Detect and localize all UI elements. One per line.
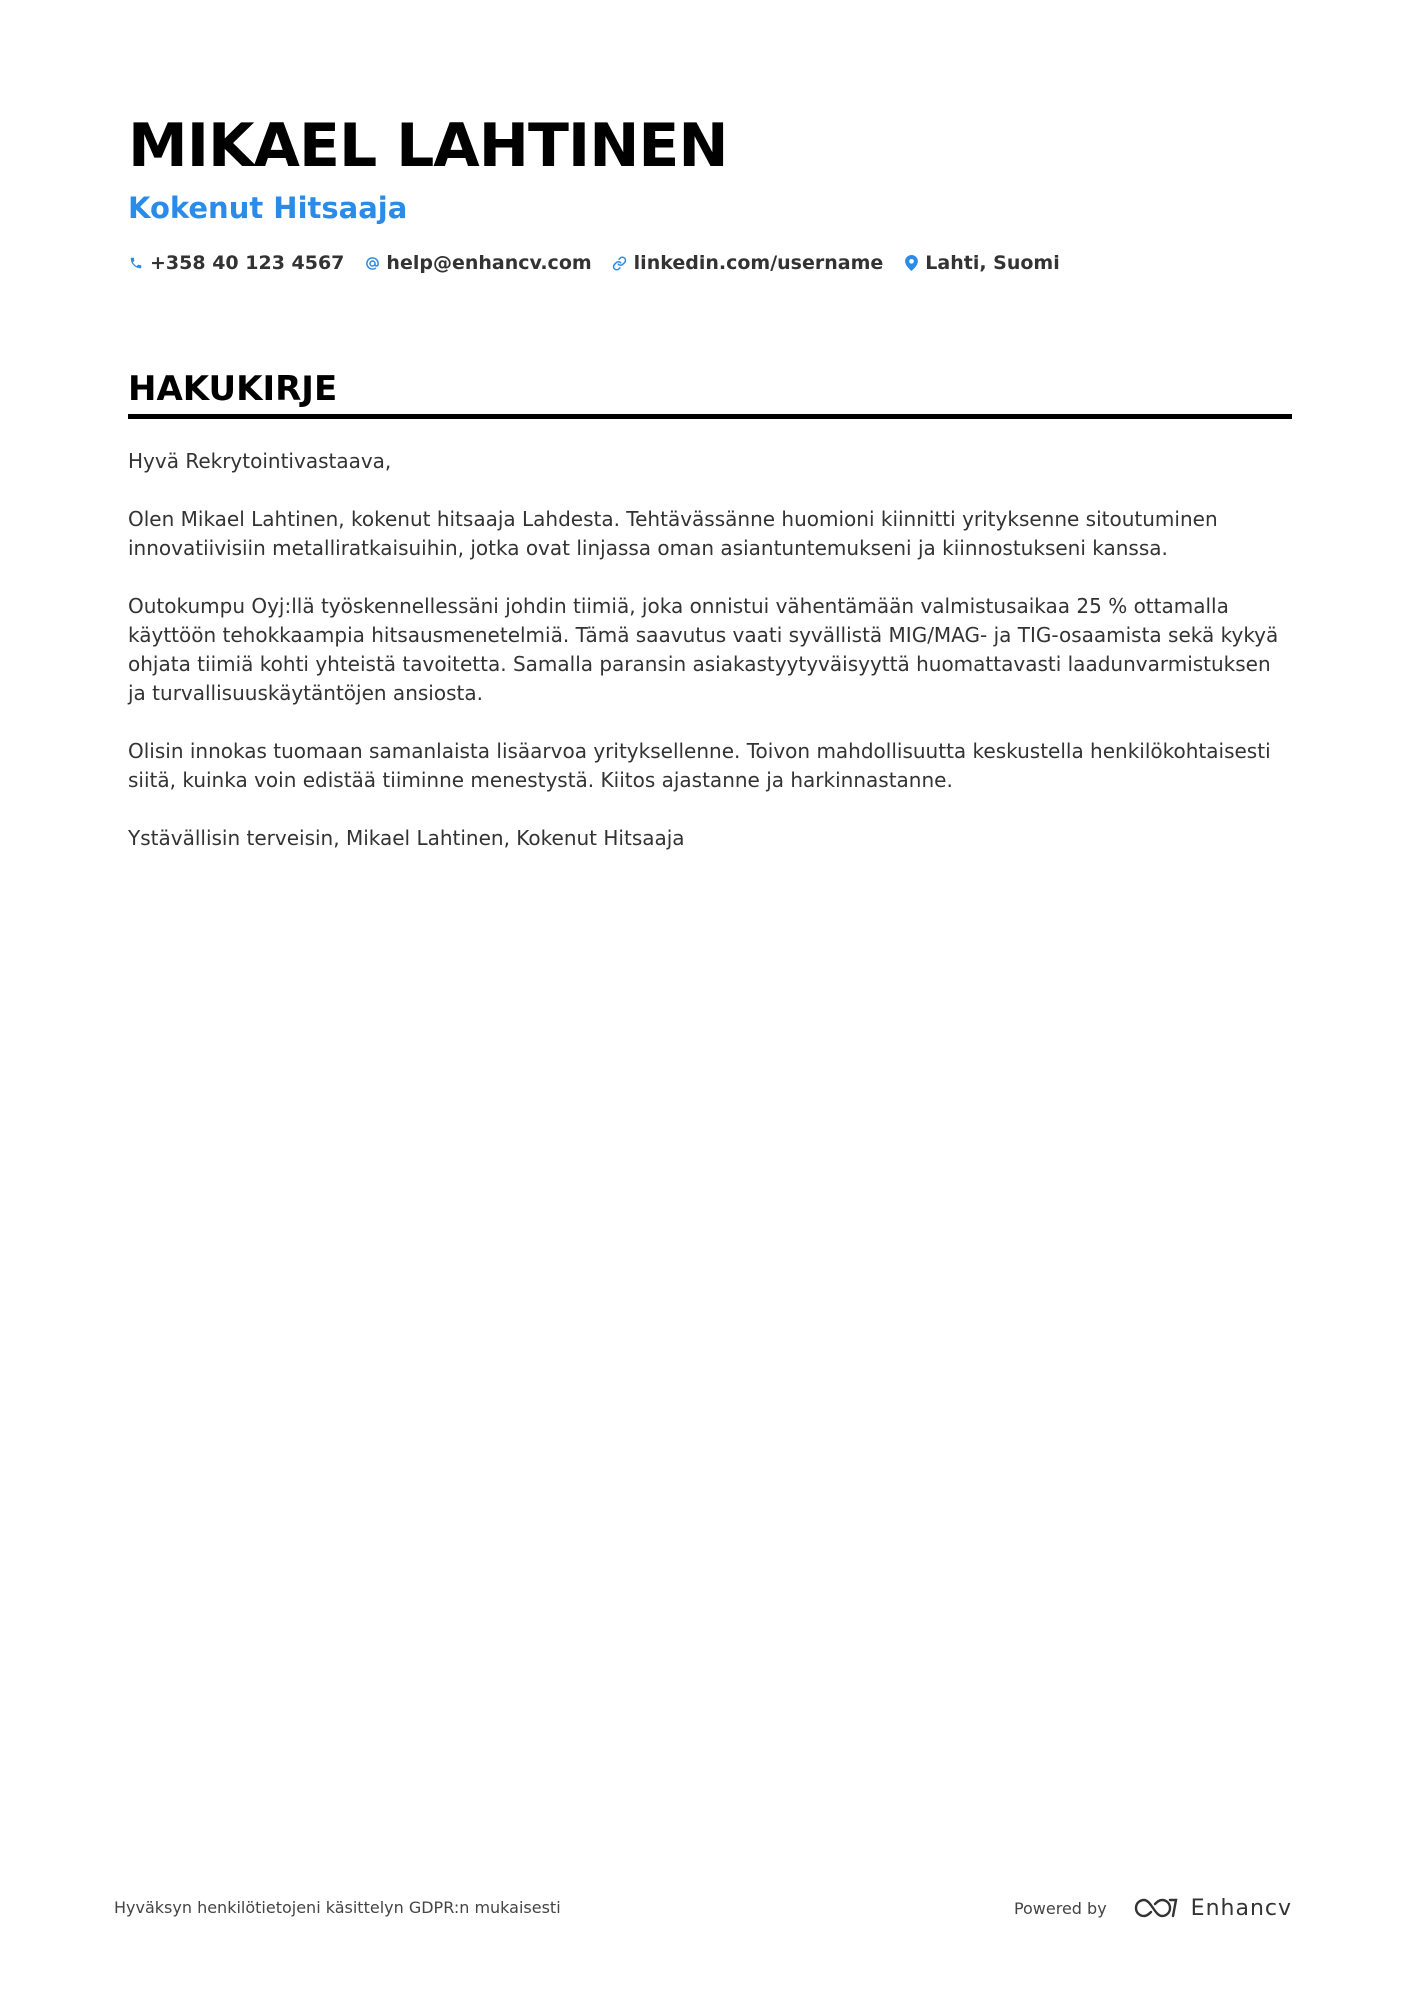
brand-name: Enhancv — [1190, 1895, 1292, 1921]
applicant-name: MIKAEL LAHTINEN — [128, 111, 728, 181]
location-text: Lahti, Suomi — [925, 252, 1060, 274]
letter-paragraph: Olen Mikael Lahtinen, kokenut hitsaaja Lahdesta. Tehtävässänne huomioni kiinnitti yrityksenne sitoutuminen innovatiivisiin metalliratkaisuihin, jotka ovat linjassa oman asiantuntemukseni ja kiinnostukseni kanssa. — [128, 507, 1218, 560]
header — [128, 108, 1292, 278]
phone-icon — [128, 254, 144, 272]
contact-email[interactable] — [364, 252, 591, 274]
powered-by-label: Powered by — [1013, 1898, 1107, 1918]
phone-number: +358 40 123 4567 — [150, 252, 345, 274]
footer — [114, 1888, 1292, 1928]
letter-paragraph: Outokumpu Oyj:llä työskennellessäni johdin tiimiä, joka onnistui vähentämään valmistusaikaa 25 % ottamalla käyttöön tehokkaampia hitsausmenetelmiä. Tämä saavutus vaati syvällistä MIG/MAG- ja TIG-osaamista sekä kykyä ohjata tiimiä kohti yhteistä tavoitetta. Samalla paransin asiakastyytyväisyyttä huomattavasti laadunvarmistuksen ja turvallisuuskäytäntöjen ansiosta. — [128, 594, 1279, 705]
salutation: Hyvä Rekrytointivastaava, — [128, 449, 392, 473]
linkedin-url[interactable]: linkedin.com/username — [633, 252, 884, 274]
closing: Ystävällisin terveisin, Mikael Lahtinen, Kokenut Hitsaaja — [128, 826, 685, 850]
section-title: HAKUKIRJE — [128, 369, 338, 409]
powered-by[interactable] — [1014, 1888, 1292, 1928]
contact-bar — [128, 248, 1292, 278]
contact-linkedin[interactable] — [612, 252, 884, 274]
enhancv-logo-icon — [1133, 1895, 1179, 1921]
letter-body — [128, 447, 1292, 853]
section-divider — [128, 414, 1292, 419]
email-address[interactable]: help@enhancv.com — [386, 252, 592, 274]
letter-paragraph: Olisin innokas tuomaan samanlaista lisäarvoa yrityksellenne. Toivon mahdollisuutta keskustella henkilökohtaisesti siitä, kuinka voin edistää tiiminne menestystä. Kiitos ajastanne ja harkinnastanne. — [128, 739, 1271, 792]
link-icon — [612, 254, 628, 272]
contact-phone — [128, 252, 344, 274]
contact-location — [903, 252, 1059, 274]
location-pin-icon — [903, 254, 919, 272]
enhancv-logo[interactable] — [1133, 1895, 1292, 1921]
cover-letter-section — [128, 366, 1292, 882]
job-title: Kokenut Hitsaaja — [128, 191, 408, 225]
gdpr-consent-text: Hyväksyn henkilötietojeni käsittelyn GDPR:n mukaisesti — [114, 1898, 561, 1917]
at-icon — [364, 254, 380, 272]
